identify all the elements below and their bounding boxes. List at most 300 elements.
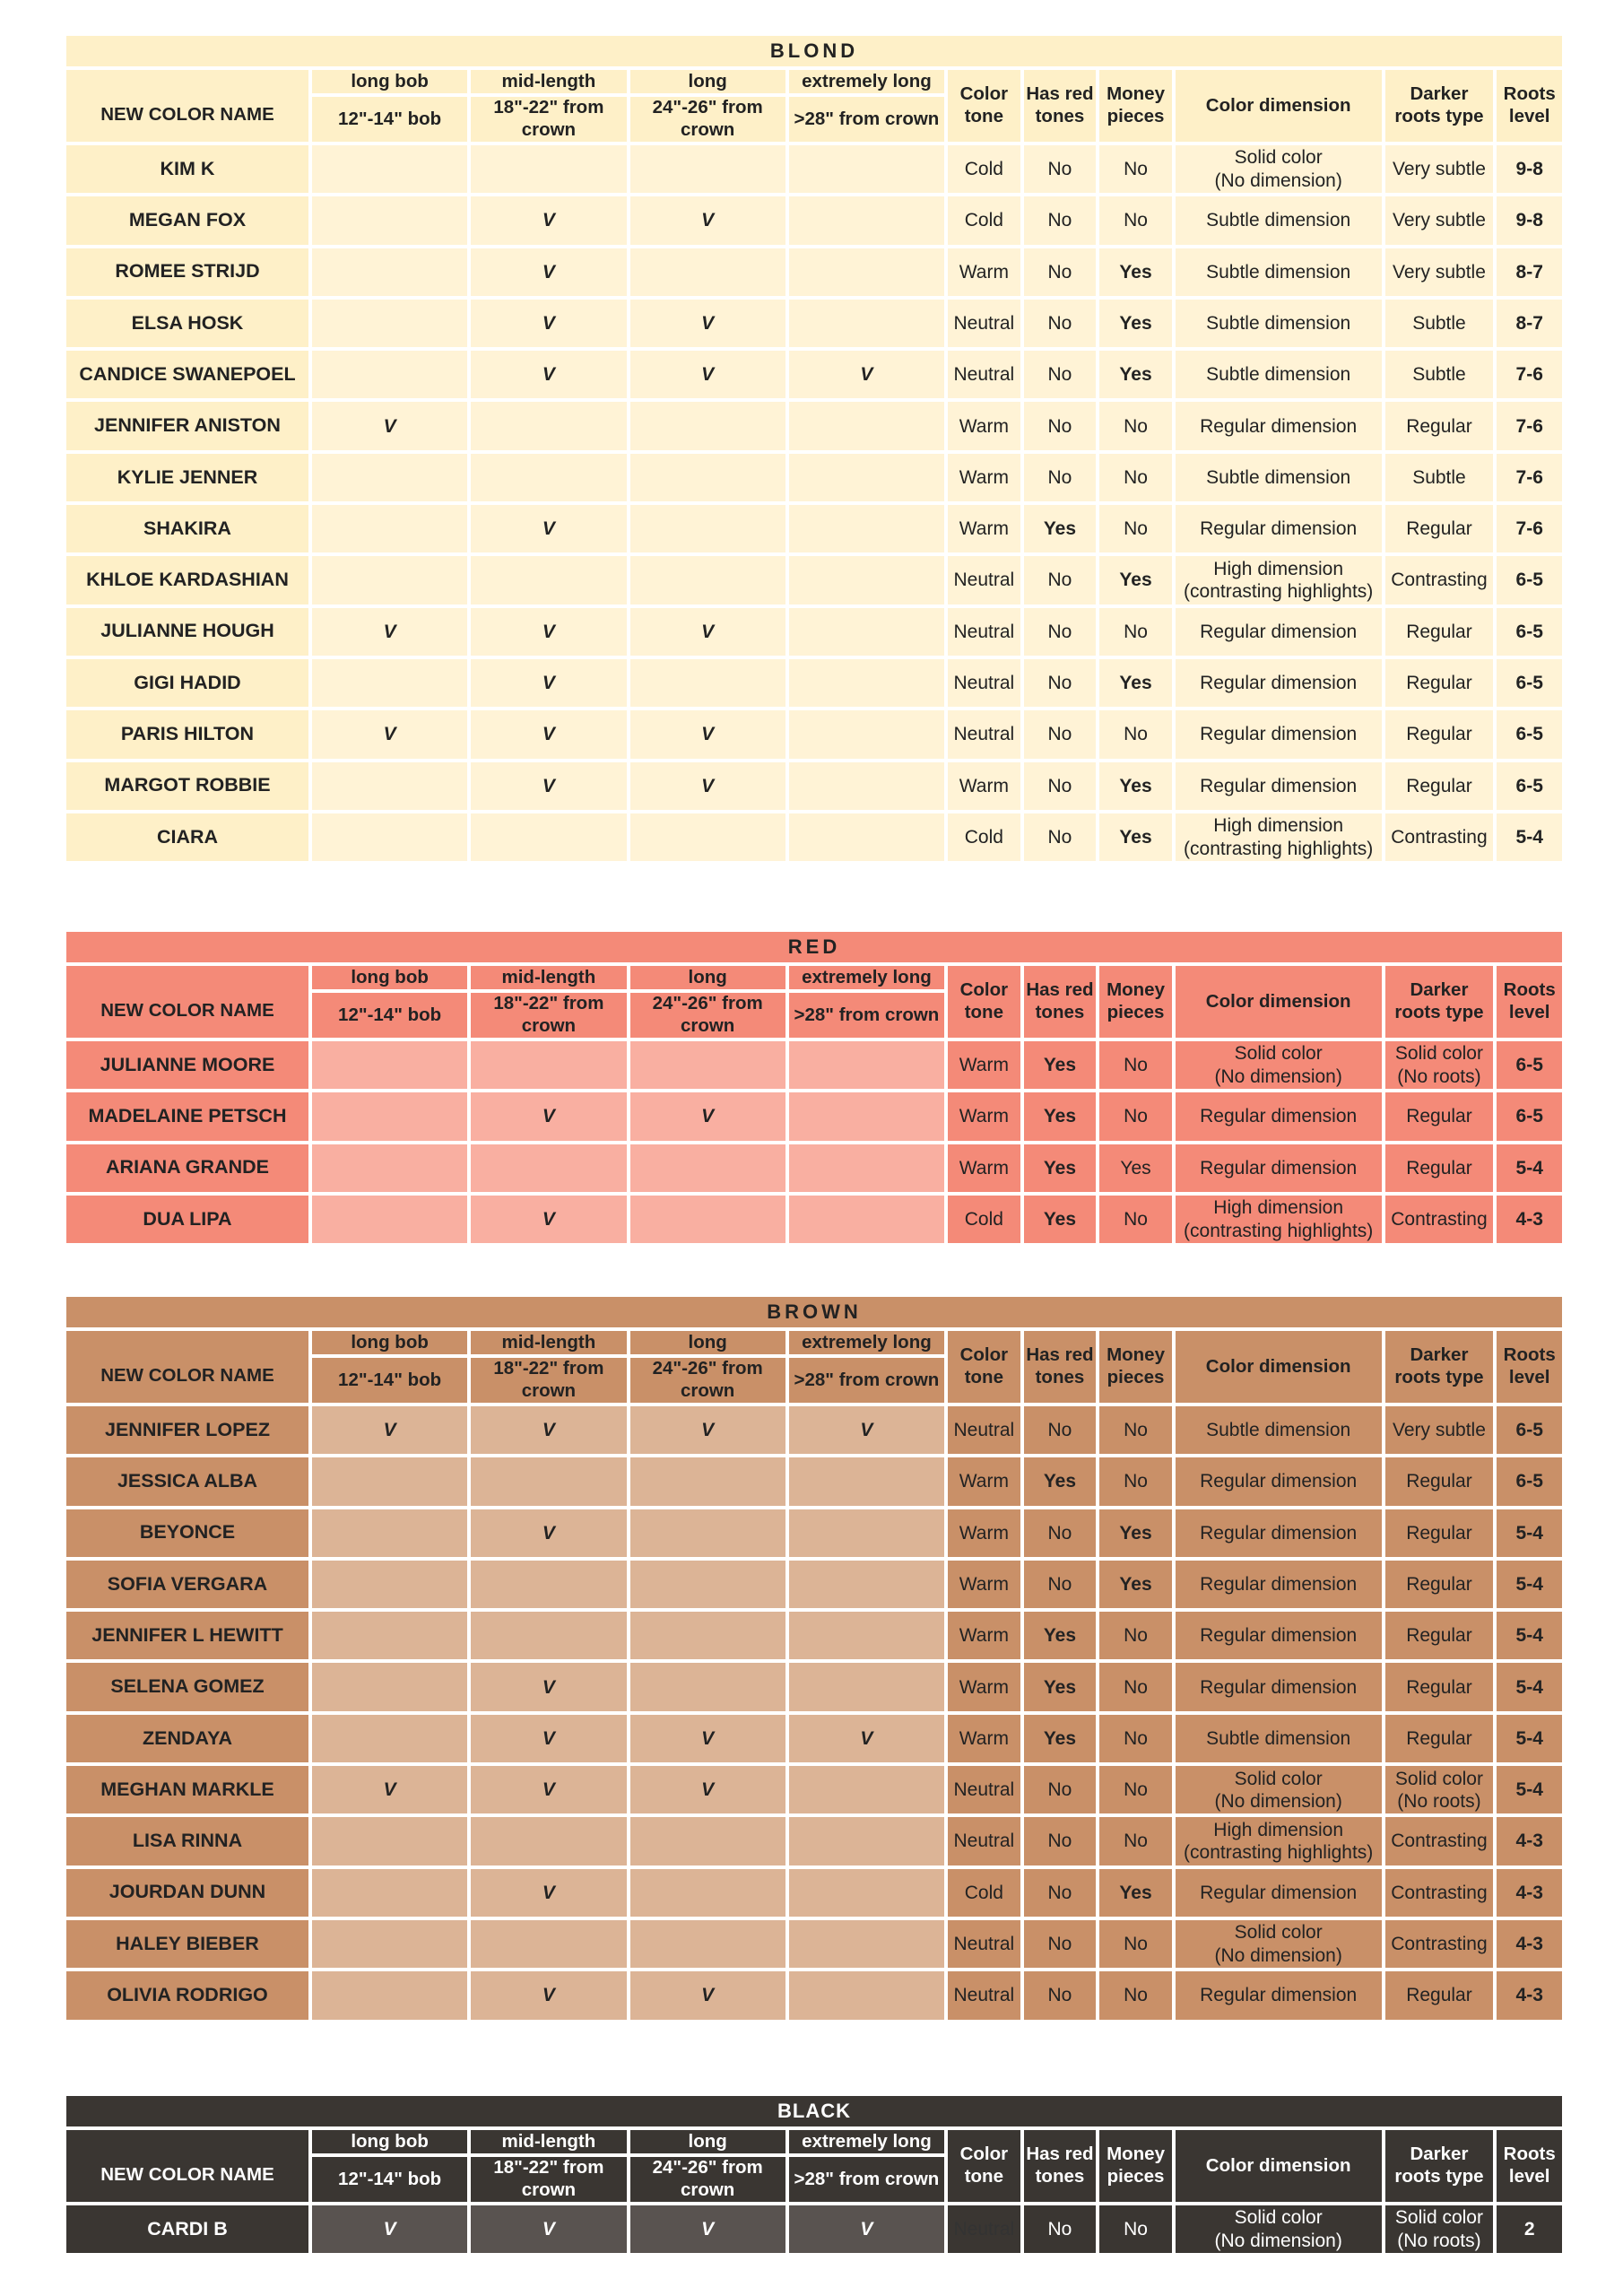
has-red-tones: No	[1024, 248, 1097, 296]
header-dimension: Color dimension	[1176, 2130, 1382, 2202]
roots-level: 6-5	[1497, 762, 1562, 810]
roots-level: 7-6	[1497, 454, 1562, 501]
long-check	[630, 1144, 785, 1192]
table-row	[66, 608, 1562, 656]
table-row	[66, 505, 1562, 552]
darker-roots-type: Solid color (No roots)	[1385, 1766, 1494, 1813]
color-tone: Neutral	[948, 300, 1020, 347]
color-name: SOFIA VERGARA	[66, 1561, 308, 1608]
long-check	[630, 1612, 785, 1659]
darker-roots-type: Subtle	[1385, 454, 1494, 501]
darker-roots-type: Subtle	[1385, 351, 1494, 398]
color-dimension: Regular dimension	[1176, 505, 1382, 552]
color-tone: Cold	[948, 145, 1020, 193]
mid-length-check: V	[471, 1196, 626, 1243]
mid-length-check: V	[471, 2205, 626, 2253]
roots-level: 5-4	[1497, 1663, 1562, 1710]
mid-length-check: V	[471, 300, 626, 347]
color-name: ZENDAYA	[66, 1715, 308, 1762]
long-check	[630, 1920, 785, 1968]
header-red: Has red tones	[1024, 966, 1097, 1038]
extremely-long-check	[789, 556, 944, 604]
extremely-long-check: V	[789, 351, 944, 398]
roots-level: 6-5	[1497, 710, 1562, 758]
header-money: Money pieces	[1099, 70, 1172, 142]
table-row	[66, 659, 1562, 707]
roots-level: 7-6	[1497, 402, 1562, 449]
color-dimension: Subtle dimension	[1176, 248, 1382, 296]
long-check: V	[630, 1715, 785, 1762]
has-red-tones: No	[1024, 762, 1097, 810]
color-tone: Neutral	[948, 659, 1020, 707]
has-red-tones: Yes	[1024, 1457, 1097, 1505]
color-tone: Warm	[948, 454, 1020, 501]
money-pieces: Yes	[1099, 762, 1172, 810]
red-section-title: RED	[66, 932, 1562, 962]
money-pieces: Yes	[1099, 248, 1172, 296]
color-tone: Neutral	[948, 2205, 1020, 2253]
darker-roots-type: Contrasting	[1385, 1817, 1494, 1865]
darker-roots-type: Regular	[1385, 1715, 1494, 1762]
roots-level: 5-4	[1497, 1766, 1562, 1813]
color-tone: Cold	[948, 196, 1020, 244]
mid-length-check	[471, 1457, 626, 1505]
darker-roots-type: Very subtle	[1385, 248, 1494, 296]
color-dimension: Regular dimension	[1176, 402, 1382, 449]
header-roots-level: Roots level	[1497, 966, 1562, 1038]
color-tone: Warm	[948, 505, 1020, 552]
blond-section-title: BLOND	[66, 36, 1562, 66]
extremely-long-check	[789, 1041, 944, 1089]
table-row	[66, 710, 1562, 758]
extremely-long-check	[789, 1457, 944, 1505]
roots-level: 5-4	[1497, 1612, 1562, 1659]
extremely-long-check	[789, 1817, 944, 1865]
header-extremely-long-sub: >28" from crown	[789, 1358, 944, 1403]
darker-roots-type: Regular	[1385, 762, 1494, 810]
header-long-bob-sub: 12"-14" bob	[312, 2157, 467, 2202]
money-pieces: No	[1099, 454, 1172, 501]
long-check	[630, 659, 785, 707]
header-long: long	[630, 70, 785, 93]
mid-length-check	[471, 1920, 626, 1968]
color-tone: Neutral	[948, 1817, 1020, 1865]
color-dimension: Regular dimension	[1176, 1663, 1382, 1710]
color-name: JENNIFER LOPEZ	[66, 1406, 308, 1454]
color-tone: Warm	[948, 1612, 1020, 1659]
color-name: GIGI HADID	[66, 659, 308, 707]
long-check	[630, 1817, 785, 1865]
money-pieces: Yes	[1099, 1144, 1172, 1192]
mid-length-check: V	[471, 1092, 626, 1140]
header-mid-length-sub: 18"-22" from crown	[471, 1358, 626, 1403]
long-bob-check	[312, 1561, 467, 1608]
table-row	[66, 1663, 1562, 1710]
darker-roots-type: Contrasting	[1385, 813, 1494, 861]
long-bob-check	[312, 1715, 467, 1762]
has-red-tones: No	[1024, 1406, 1097, 1454]
table-row	[66, 1766, 1562, 1813]
color-tone: Warm	[948, 1457, 1020, 1505]
mid-length-check: V	[471, 710, 626, 758]
extremely-long-check	[789, 813, 944, 861]
table-row	[66, 1817, 1562, 1865]
roots-level: 5-4	[1497, 1561, 1562, 1608]
mid-length-check: V	[471, 762, 626, 810]
header-roots-level: Roots level	[1497, 2130, 1562, 2202]
long-bob-check	[312, 145, 467, 193]
table-row	[66, 145, 1562, 193]
roots-level: 4-3	[1497, 1971, 1562, 2019]
table-row	[66, 1920, 1562, 1968]
money-pieces: No	[1099, 1715, 1172, 1762]
color-dimension: Subtle dimension	[1176, 1715, 1382, 1762]
header-mid-length: mid-length	[471, 70, 626, 93]
money-pieces: Yes	[1099, 1509, 1172, 1557]
table-row	[66, 1092, 1562, 1140]
color-tone: Warm	[948, 762, 1020, 810]
has-red-tones: No	[1024, 1920, 1097, 1968]
darker-roots-type: Regular	[1385, 1457, 1494, 1505]
header-dimension: Color dimension	[1176, 1331, 1382, 1403]
long-bob-check	[312, 454, 467, 501]
header-roots-type: Darker roots type	[1385, 70, 1494, 142]
darker-roots-type: Contrasting	[1385, 1869, 1494, 1917]
darker-roots-type: Regular	[1385, 1612, 1494, 1659]
header-red: Has red tones	[1024, 70, 1097, 142]
extremely-long-check	[789, 710, 944, 758]
mid-length-check	[471, 1144, 626, 1192]
money-pieces: Yes	[1099, 813, 1172, 861]
darker-roots-type: Regular	[1385, 402, 1494, 449]
long-check	[630, 145, 785, 193]
long-check	[630, 248, 785, 296]
header-roots-type: Darker roots type	[1385, 1331, 1494, 1403]
color-dimension: Regular dimension	[1176, 1971, 1382, 2019]
money-pieces: Yes	[1099, 1561, 1172, 1608]
long-check: V	[630, 300, 785, 347]
color-dimension: Subtle dimension	[1176, 196, 1382, 244]
extremely-long-check	[789, 659, 944, 707]
money-pieces: No	[1099, 1663, 1172, 1710]
long-bob-check	[312, 1144, 467, 1192]
color-tone: Neutral	[948, 1766, 1020, 1813]
long-bob-check	[312, 1971, 467, 2019]
header-row	[66, 966, 1562, 989]
color-tone: Warm	[948, 1715, 1020, 1762]
roots-level: 4-3	[1497, 1920, 1562, 1968]
has-red-tones: No	[1024, 608, 1097, 656]
roots-level: 5-4	[1497, 1509, 1562, 1557]
has-red-tones: No	[1024, 1971, 1097, 2019]
brown-section	[66, 1297, 1562, 2023]
color-tone: Warm	[948, 1041, 1020, 1089]
color-name: ARIANA GRANDE	[66, 1144, 308, 1192]
table-row	[66, 1509, 1562, 1557]
header-money: Money pieces	[1099, 2130, 1172, 2202]
has-red-tones: No	[1024, 556, 1097, 604]
color-dimension: High dimension (contrasting highlights)	[1176, 1196, 1382, 1243]
long-check	[630, 1561, 785, 1608]
table-row	[66, 1612, 1562, 1659]
money-pieces: No	[1099, 505, 1172, 552]
table-row	[66, 196, 1562, 244]
roots-level: 2	[1497, 2205, 1562, 2253]
color-tone: Neutral	[948, 556, 1020, 604]
has-red-tones: No	[1024, 196, 1097, 244]
header-row	[66, 70, 1562, 93]
roots-level: 6-5	[1497, 1457, 1562, 1505]
color-dimension: Regular dimension	[1176, 1144, 1382, 1192]
long-bob-check	[312, 762, 467, 810]
has-red-tones: No	[1024, 402, 1097, 449]
roots-level: 6-5	[1497, 1092, 1562, 1140]
mid-length-check: V	[471, 1869, 626, 1917]
mid-length-check	[471, 1817, 626, 1865]
color-dimension: Subtle dimension	[1176, 1406, 1382, 1454]
darker-roots-type: Subtle	[1385, 300, 1494, 347]
darker-roots-type: Regular	[1385, 1663, 1494, 1710]
color-dimension: Regular dimension	[1176, 659, 1382, 707]
table-row	[66, 2205, 1562, 2253]
color-dimension: Regular dimension	[1176, 1457, 1382, 1505]
has-red-tones: No	[1024, 351, 1097, 398]
color-name: LISA RINNA	[66, 1817, 308, 1865]
header-long-sub: 24"-26" from crown	[630, 2157, 785, 2202]
header-long: long	[630, 1331, 785, 1354]
long-check: V	[630, 1766, 785, 1813]
darker-roots-type: Regular	[1385, 1092, 1494, 1140]
long-check	[630, 454, 785, 501]
color-tone: Warm	[948, 1509, 1020, 1557]
long-check	[630, 402, 785, 449]
color-name: MADELAINE PETSCH	[66, 1092, 308, 1140]
long-check: V	[630, 1092, 785, 1140]
extremely-long-check	[789, 1196, 944, 1243]
extremely-long-check	[789, 1144, 944, 1192]
color-tone: Neutral	[948, 351, 1020, 398]
color-dimension: High dimension (contrasting highlights)	[1176, 1817, 1382, 1865]
table-row	[66, 454, 1562, 501]
has-red-tones: No	[1024, 813, 1097, 861]
color-name: JESSICA ALBA	[66, 1457, 308, 1505]
color-dimension: Subtle dimension	[1176, 454, 1382, 501]
roots-level: 7-6	[1497, 351, 1562, 398]
header-mid-length-sub: 18"-22" from crown	[471, 2157, 626, 2202]
mid-length-check: V	[471, 1509, 626, 1557]
color-name: JENNIFER L HEWITT	[66, 1612, 308, 1659]
extremely-long-check	[789, 1971, 944, 2019]
darker-roots-type: Very subtle	[1385, 196, 1494, 244]
extremely-long-check	[789, 505, 944, 552]
has-red-tones: No	[1024, 300, 1097, 347]
long-bob-check	[312, 1457, 467, 1505]
table-row	[66, 1869, 1562, 1917]
color-dimension: High dimension (contrasting highlights)	[1176, 556, 1382, 604]
roots-level: 9-8	[1497, 145, 1562, 193]
black-section-title: BLACK	[66, 2096, 1562, 2126]
header-mid-length: mid-length	[471, 1331, 626, 1354]
money-pieces: No	[1099, 402, 1172, 449]
long-bob-check	[312, 1663, 467, 1710]
roots-level: 4-3	[1497, 1196, 1562, 1243]
color-tone: Neutral	[948, 1920, 1020, 1968]
header-extremely-long-sub: >28" from crown	[789, 993, 944, 1038]
color-name: ROMEE STRIJD	[66, 248, 308, 296]
darker-roots-type: Regular	[1385, 1561, 1494, 1608]
has-red-tones: Yes	[1024, 1196, 1097, 1243]
color-dimension: Solid color (No dimension)	[1176, 2205, 1382, 2253]
long-check	[630, 1041, 785, 1089]
color-tone: Neutral	[948, 1971, 1020, 2019]
long-bob-check	[312, 659, 467, 707]
header-name: NEW COLOR NAME	[66, 1331, 308, 1403]
color-dimension: Regular dimension	[1176, 762, 1382, 810]
money-pieces: No	[1099, 1457, 1172, 1505]
mid-length-check	[471, 813, 626, 861]
money-pieces: No	[1099, 1971, 1172, 2019]
extremely-long-check: V	[789, 1715, 944, 1762]
long-bob-check	[312, 1509, 467, 1557]
roots-level: 6-5	[1497, 659, 1562, 707]
has-red-tones: Yes	[1024, 1041, 1097, 1089]
extremely-long-check	[789, 1561, 944, 1608]
blond-section	[66, 36, 1562, 865]
color-name: KYLIE JENNER	[66, 454, 308, 501]
roots-level: 4-3	[1497, 1817, 1562, 1865]
header-long-bob: long bob	[312, 966, 467, 989]
color-name: MEGAN FOX	[66, 196, 308, 244]
color-tone: Warm	[948, 1663, 1020, 1710]
roots-level: 6-5	[1497, 608, 1562, 656]
color-name: CIARA	[66, 813, 308, 861]
long-bob-check: V	[312, 608, 467, 656]
extremely-long-check	[789, 454, 944, 501]
header-row	[66, 2130, 1562, 2153]
header-name: NEW COLOR NAME	[66, 70, 308, 142]
color-name: HALEY BIEBER	[66, 1920, 308, 1968]
table-row	[66, 813, 1562, 861]
has-red-tones: No	[1024, 2205, 1097, 2253]
has-red-tones: Yes	[1024, 1144, 1097, 1192]
roots-level: 6-5	[1497, 1406, 1562, 1454]
color-name: KHLOE KARDASHIAN	[66, 556, 308, 604]
long-check: V	[630, 1971, 785, 2019]
extremely-long-check	[789, 145, 944, 193]
money-pieces: No	[1099, 1041, 1172, 1089]
roots-level: 5-4	[1497, 1715, 1562, 1762]
color-name: BEYONCE	[66, 1509, 308, 1557]
money-pieces: No	[1099, 1920, 1172, 1968]
darker-roots-type: Regular	[1385, 659, 1494, 707]
brown-section-title: BROWN	[66, 1297, 1562, 1327]
table-row	[66, 1457, 1562, 1505]
darker-roots-type: Regular	[1385, 710, 1494, 758]
color-name: SELENA GOMEZ	[66, 1663, 308, 1710]
table-row	[66, 351, 1562, 398]
roots-level: 7-6	[1497, 505, 1562, 552]
mid-length-check	[471, 1041, 626, 1089]
money-pieces: No	[1099, 1092, 1172, 1140]
header-name: NEW COLOR NAME	[66, 2130, 308, 2202]
darker-roots-type: Very subtle	[1385, 145, 1494, 193]
long-bob-check	[312, 1092, 467, 1140]
color-tone: Warm	[948, 1144, 1020, 1192]
has-red-tones: No	[1024, 659, 1097, 707]
color-tone: Cold	[948, 1196, 1020, 1243]
money-pieces: Yes	[1099, 556, 1172, 604]
money-pieces: No	[1099, 196, 1172, 244]
long-bob-check	[312, 1196, 467, 1243]
darker-roots-type: Regular	[1385, 505, 1494, 552]
mid-length-check	[471, 145, 626, 193]
has-red-tones: No	[1024, 710, 1097, 758]
long-check: V	[630, 608, 785, 656]
long-check: V	[630, 762, 785, 810]
long-bob-check: V	[312, 710, 467, 758]
blond-table	[63, 66, 1566, 865]
color-dimension: Solid color (No dimension)	[1176, 1766, 1382, 1813]
header-red: Has red tones	[1024, 2130, 1097, 2202]
long-bob-check	[312, 196, 467, 244]
color-name: OLIVIA RODRIGO	[66, 1971, 308, 2019]
header-long-bob: long bob	[312, 70, 467, 93]
header-extremely-long-sub: >28" from crown	[789, 2157, 944, 2202]
long-bob-check	[312, 300, 467, 347]
extremely-long-check	[789, 608, 944, 656]
mid-length-check: V	[471, 196, 626, 244]
color-name: SHAKIRA	[66, 505, 308, 552]
extremely-long-check	[789, 196, 944, 244]
header-money: Money pieces	[1099, 1331, 1172, 1403]
extremely-long-check	[789, 1663, 944, 1710]
header-extremely-long: extremely long	[789, 966, 944, 989]
money-pieces: No	[1099, 145, 1172, 193]
long-check	[630, 1196, 785, 1243]
money-pieces: No	[1099, 710, 1172, 758]
has-red-tones: No	[1024, 1869, 1097, 1917]
header-long-bob-sub: 12"-14" bob	[312, 1358, 467, 1403]
extremely-long-check	[789, 248, 944, 296]
long-bob-check: V	[312, 402, 467, 449]
color-name: CARDI B	[66, 2205, 308, 2253]
long-bob-check	[312, 505, 467, 552]
header-long: long	[630, 2130, 785, 2153]
black-section	[66, 2096, 1562, 2257]
color-dimension: Regular dimension	[1176, 1869, 1382, 1917]
long-bob-check	[312, 1817, 467, 1865]
extremely-long-check	[789, 762, 944, 810]
long-check: V	[630, 196, 785, 244]
color-tone: Neutral	[948, 1406, 1020, 1454]
roots-level: 6-5	[1497, 556, 1562, 604]
color-tone: Warm	[948, 1092, 1020, 1140]
darker-roots-type: Regular	[1385, 608, 1494, 656]
mid-length-check	[471, 454, 626, 501]
money-pieces: Yes	[1099, 351, 1172, 398]
table-row	[66, 1715, 1562, 1762]
color-name: MARGOT ROBBIE	[66, 762, 308, 810]
brown-table	[63, 1327, 1566, 2023]
header-mid-length: mid-length	[471, 2130, 626, 2153]
darker-roots-type: Contrasting	[1385, 1196, 1494, 1243]
money-pieces: No	[1099, 1406, 1172, 1454]
long-bob-check: V	[312, 1766, 467, 1813]
header-long-bob-sub: 12"-14" bob	[312, 97, 467, 142]
color-dimension: Regular dimension	[1176, 710, 1382, 758]
has-red-tones: Yes	[1024, 1663, 1097, 1710]
money-pieces: No	[1099, 1612, 1172, 1659]
